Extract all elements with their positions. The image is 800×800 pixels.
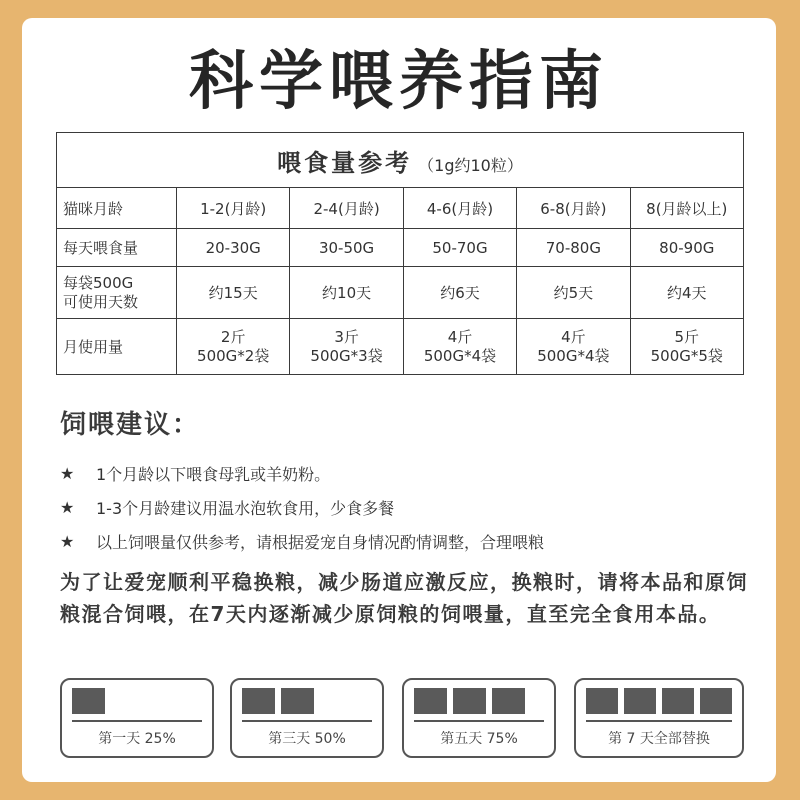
- row-label-days: [57, 267, 177, 319]
- table-heading: [57, 133, 744, 188]
- cell-line: 4斤: [561, 327, 586, 346]
- table-cell: [403, 319, 516, 375]
- progress-block: [586, 688, 618, 714]
- cell-line: 4斤: [447, 327, 473, 346]
- table-cell: 6-8(月龄): [517, 188, 630, 229]
- page-title: 科学喂养指南: [189, 45, 609, 119]
- step-label: 第五天 75%: [440, 731, 518, 747]
- list-item: [60, 490, 760, 524]
- advice-list: [60, 456, 760, 558]
- step-label: 第三天 50%: [268, 731, 346, 747]
- table-cell: [517, 319, 630, 375]
- step-blocks: [72, 688, 202, 722]
- cell-line: 500G*2袋: [197, 346, 270, 365]
- table-cell: 30-50G: [290, 229, 403, 267]
- guide-card: [22, 18, 776, 782]
- cell-line: 500G*4袋: [423, 346, 497, 365]
- table-row: [57, 267, 744, 319]
- row-label-monthly: 月使用量: [57, 319, 177, 375]
- step-label: 第 7 天全部替换: [608, 731, 710, 747]
- table-cell: 约15天: [177, 267, 290, 319]
- table-cell: 70-80G: [517, 229, 630, 267]
- step-blocks: [414, 688, 544, 722]
- star-icon: ★: [60, 531, 75, 551]
- table-cell: [177, 319, 290, 375]
- table-heading-note: （1g约10粒）: [418, 155, 523, 175]
- tip-text: 1个月龄以下喂食母乳或羊奶粉。: [96, 464, 331, 484]
- table-cell: 20-30G: [177, 229, 290, 267]
- row-label-days-line1: 每袋500G: [63, 273, 134, 292]
- transition-paragraph: 为了让爱宠顺利平稳换粮，减少肠道应激反应，换粮时，请将本品和原饲粮混合饲喂，在7天内逐渐减少原饲粮的饲喂量，直至完全食用本品。: [60, 570, 748, 626]
- transition-steps: [60, 678, 750, 762]
- progress-block: [492, 688, 525, 714]
- cell-line: 500G*4袋: [537, 346, 610, 365]
- row-label-age: 猫咪月龄: [57, 188, 177, 229]
- step-day-1: [60, 678, 214, 758]
- table-cell: 50-70G: [403, 229, 516, 267]
- table-cell: 约4天: [630, 267, 743, 319]
- cell-line: 500G*5袋: [650, 346, 723, 365]
- cell-line: 500G*3袋: [310, 346, 383, 365]
- table-cell: [290, 319, 403, 375]
- step-label: 第一天 25%: [98, 731, 176, 747]
- progress-block: [700, 688, 732, 714]
- progress-block: [72, 688, 105, 714]
- cell-line: 2斤: [220, 327, 246, 346]
- row-label-daily: 每天喂食量: [57, 229, 177, 267]
- cell-line: 3斤: [334, 327, 359, 346]
- step-day-7: [574, 678, 744, 758]
- row-label-days-line2: 可使用天数: [63, 292, 139, 311]
- progress-block: [414, 688, 447, 714]
- tip-text: 1-3个月龄建议用温水泡软食用，少食多餐: [96, 498, 395, 518]
- step-blocks: [586, 688, 732, 722]
- tip-text: 以上饲喂量仅供参考，请根据爱宠自身情况酌情调整，合理喂粮: [96, 532, 545, 552]
- progress-block: [453, 688, 486, 714]
- step-blocks: [242, 688, 372, 722]
- table-cell: 约5天: [517, 267, 630, 319]
- list-item: [60, 524, 760, 558]
- list-item: [60, 456, 760, 490]
- table-row: [57, 229, 744, 267]
- table-row: [57, 188, 744, 229]
- progress-block: [281, 688, 314, 714]
- advice-title: 饲喂建议：: [60, 410, 201, 440]
- star-icon: ★: [60, 463, 75, 483]
- progress-block: [624, 688, 656, 714]
- table-cell: 4-6(月龄): [403, 188, 516, 229]
- table-cell: 80-90G: [630, 229, 743, 267]
- table-cell: 约6天: [403, 267, 516, 319]
- table-row: [57, 319, 744, 375]
- step-day-5: [402, 678, 556, 758]
- table-cell: 2-4(月龄): [290, 188, 403, 229]
- table-cell: 8(月龄以上): [630, 188, 743, 229]
- table-cell: [630, 319, 743, 375]
- step-day-3: [230, 678, 384, 758]
- feeding-table: [56, 132, 744, 375]
- cell-line: 5斤: [674, 327, 700, 346]
- progress-block: [662, 688, 694, 714]
- progress-block: [242, 688, 275, 714]
- table-heading-main: 喂食量参考: [277, 148, 413, 177]
- table-cell: 约10天: [290, 267, 403, 319]
- table-cell: 1-2(月龄): [177, 188, 290, 229]
- star-icon: ★: [60, 497, 75, 517]
